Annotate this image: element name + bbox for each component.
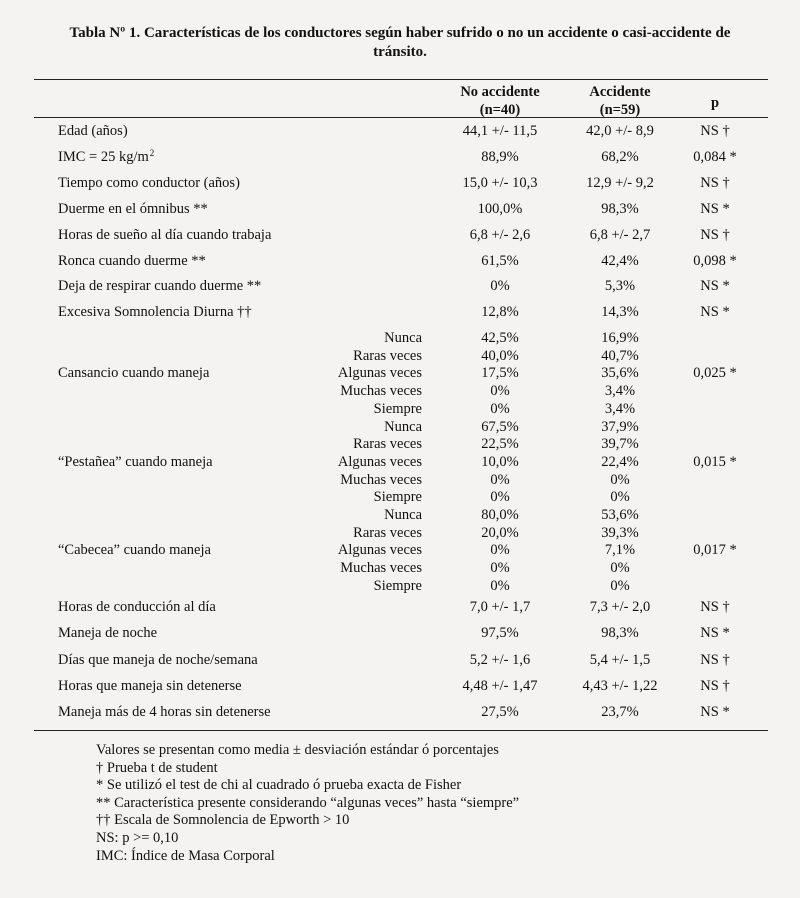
note-line: ** Característica presente considerando “algunas veces” hasta “siempre” bbox=[96, 794, 520, 811]
value-no-accidente: 0% bbox=[490, 560, 510, 576]
table-row bbox=[0, 624, 800, 642]
value-no-accidente: 67,5% bbox=[481, 419, 519, 435]
value-p: NS † bbox=[700, 652, 730, 668]
value-p: NS * bbox=[700, 304, 730, 320]
group-sub-row bbox=[0, 559, 800, 577]
value-no-accidente: 0% bbox=[490, 401, 510, 417]
value-no-accidente: 27,5% bbox=[481, 704, 519, 720]
group-sub-row bbox=[0, 347, 800, 365]
sub-label: Nunca bbox=[384, 330, 422, 346]
sub-label: Nunca bbox=[384, 507, 422, 523]
value-no-accidente: 0% bbox=[490, 489, 510, 505]
value-accidente: 39,3% bbox=[601, 525, 639, 541]
bottom-rule bbox=[34, 730, 768, 731]
group-sub-row bbox=[0, 488, 800, 506]
table-row bbox=[0, 200, 800, 218]
note-line: † Prueba t de student bbox=[96, 759, 218, 776]
value-accidente: 5,4 +/- 1,5 bbox=[589, 652, 651, 668]
value-no-accidente: 22,5% bbox=[481, 436, 519, 452]
group-label: Cansancio cuando maneja bbox=[58, 365, 210, 381]
value-no-accidente: 0% bbox=[490, 472, 510, 488]
note-line: * Se utilizó el test de chi al cuadrado ó prueba exacta de Fisher bbox=[96, 777, 462, 794]
note-line: IMC: Índice de Masa Corporal bbox=[96, 847, 275, 864]
sub-label: Siempre bbox=[373, 401, 422, 417]
row-label: Excesiva Somnolencia Diurna †† bbox=[58, 304, 252, 320]
sub-label: Raras veces bbox=[353, 436, 422, 452]
value-accidente: 7,3 +/- 2,0 bbox=[589, 599, 651, 615]
value-p: NS † bbox=[700, 678, 730, 694]
value-p: NS * bbox=[700, 201, 730, 217]
value-accidente: 3,4% bbox=[604, 383, 636, 399]
table-notes bbox=[96, 742, 519, 865]
value-accidente: 7,1% bbox=[604, 542, 636, 558]
value-accidente: 12,9 +/- 9,2 bbox=[586, 175, 654, 191]
value-p: NS * bbox=[700, 278, 730, 294]
value-no-accidente: 12,8% bbox=[481, 304, 519, 320]
value-no-accidente: 44,1 +/- 11,5 bbox=[462, 123, 538, 139]
value-accidente: 42,4% bbox=[601, 253, 639, 269]
value-no-accidente: 20,0% bbox=[481, 525, 519, 541]
value-accidente: 37,9% bbox=[601, 419, 639, 435]
value-accidente: 5,3% bbox=[604, 278, 636, 294]
row-label: Deja de respirar cuando duerme ** bbox=[58, 278, 262, 294]
value-accidente: 22,4% bbox=[601, 454, 639, 470]
sub-label: Muchas veces bbox=[340, 472, 422, 488]
sub-label: Algunas veces bbox=[337, 542, 422, 558]
sub-label: Raras veces bbox=[353, 525, 422, 541]
top-rule bbox=[34, 79, 768, 80]
value-accidente: 98,3% bbox=[601, 201, 639, 217]
sub-label: Nunca bbox=[384, 419, 422, 435]
value-accidente: 39,7% bbox=[601, 436, 639, 452]
note-line: †† Escala de Somnolencia de Epworth > 10 bbox=[96, 812, 350, 829]
table-row bbox=[0, 226, 800, 244]
value-accidente: 42,0 +/- 8,9 bbox=[586, 123, 654, 139]
value-no-accidente: 17,5% bbox=[481, 365, 519, 381]
value-accidente: 68,2% bbox=[601, 149, 639, 165]
table-row bbox=[0, 651, 800, 669]
table-row bbox=[0, 677, 800, 695]
value-p: NS † bbox=[700, 123, 730, 139]
table-row bbox=[0, 303, 800, 321]
group-sub-row bbox=[0, 329, 800, 347]
value-no-accidente: 0% bbox=[490, 578, 510, 594]
sub-label: Siempre bbox=[373, 578, 422, 594]
row-label: Horas que maneja sin detenerse bbox=[58, 678, 242, 694]
value-no-accidente: 100,0% bbox=[477, 201, 523, 217]
table-title-line2: tránsito. bbox=[373, 44, 427, 60]
value-no-accidente: 0% bbox=[490, 383, 510, 399]
group-sub-row bbox=[0, 524, 800, 542]
row-label: Horas de conducción al día bbox=[58, 599, 216, 615]
row-label: Ronca cuando duerme ** bbox=[58, 253, 206, 269]
value-p: 0,084 * bbox=[693, 149, 737, 165]
value-no-accidente: 10,0% bbox=[481, 454, 519, 470]
group-sub-row bbox=[0, 418, 800, 436]
table-title-line1: Tabla Nº 1. Características de los conductores según haber sufrido o no un accidente o casi-accidente de bbox=[69, 25, 731, 41]
value-accidente: 4,43 +/- 1,22 bbox=[582, 678, 658, 694]
value-no-accidente: 6,8 +/- 2,6 bbox=[469, 227, 531, 243]
value-accidente: 53,6% bbox=[601, 507, 639, 523]
row-label: Duerme en el ómnibus ** bbox=[58, 201, 208, 217]
group-sub-row bbox=[0, 382, 800, 400]
table-row bbox=[0, 277, 800, 295]
value-no-accidente: 80,0% bbox=[481, 507, 519, 523]
row-label: Días que maneja de noche/semana bbox=[58, 652, 258, 668]
value-no-accidente: 0% bbox=[490, 278, 510, 294]
value-accidente: 0% bbox=[610, 578, 630, 594]
group-sub-row bbox=[0, 400, 800, 418]
group-p-value: 0,017 * bbox=[693, 542, 737, 558]
row-label: Maneja más de 4 horas sin detenerse bbox=[58, 704, 271, 720]
value-no-accidente: 88,9% bbox=[481, 149, 519, 165]
table-row bbox=[0, 148, 800, 166]
value-no-accidente: 0% bbox=[490, 542, 510, 558]
value-accidente: 0% bbox=[610, 472, 630, 488]
value-p: NS † bbox=[700, 599, 730, 615]
value-accidente: 6,8 +/- 2,7 bbox=[589, 227, 651, 243]
value-no-accidente: 40,0% bbox=[481, 348, 519, 364]
value-no-accidente: 5,2 +/- 1,6 bbox=[469, 652, 531, 668]
value-no-accidente: 7,0 +/- 1,7 bbox=[469, 599, 531, 615]
value-accidente: 98,3% bbox=[601, 625, 639, 641]
group-p-value: 0,025 * bbox=[693, 365, 737, 381]
value-no-accidente: 97,5% bbox=[481, 625, 519, 641]
value-no-accidente: 42,5% bbox=[481, 330, 519, 346]
table-row bbox=[0, 174, 800, 192]
value-accidente: 23,7% bbox=[601, 704, 639, 720]
note-line: Valores se presentan como media ± desviación estándar ó porcentajes bbox=[96, 742, 499, 758]
sub-label: Siempre bbox=[373, 489, 422, 505]
value-p: NS † bbox=[700, 227, 730, 243]
group-label: “Pestañea” cuando maneja bbox=[58, 454, 213, 470]
sub-label: Algunas veces bbox=[337, 454, 422, 470]
value-accidente: 16,9% bbox=[601, 330, 639, 346]
table-row bbox=[0, 252, 800, 270]
sub-label: Muchas veces bbox=[340, 560, 422, 576]
row-label: Horas de sueño al día cuando trabaja bbox=[58, 227, 272, 243]
header-p: p bbox=[710, 95, 720, 111]
table-row bbox=[0, 122, 800, 140]
header-no-accidente: No accidente (n=40) bbox=[460, 84, 540, 118]
header-rule bbox=[34, 117, 768, 118]
group-sub-row bbox=[0, 435, 800, 453]
sub-label: Raras veces bbox=[353, 348, 422, 364]
group-label: “Cabecea” cuando maneja bbox=[58, 542, 211, 558]
value-accidente: 14,3% bbox=[601, 304, 639, 320]
value-p: NS † bbox=[700, 175, 730, 191]
value-accidente: 3,4% bbox=[604, 401, 636, 417]
sub-label: Algunas veces bbox=[337, 365, 422, 381]
group-sub-row bbox=[0, 471, 800, 489]
group-sub-row bbox=[0, 577, 800, 595]
value-accidente: 35,6% bbox=[601, 365, 639, 381]
value-p: NS * bbox=[700, 625, 730, 641]
header-accidente: Accidente (n=59) bbox=[589, 84, 651, 118]
value-no-accidente: 4,48 +/- 1,47 bbox=[462, 678, 538, 694]
value-accidente: 0% bbox=[610, 560, 630, 576]
table-title bbox=[40, 24, 760, 62]
value-accidente: 0% bbox=[610, 489, 630, 505]
sub-label: Muchas veces bbox=[340, 383, 422, 399]
value-accidente: 40,7% bbox=[601, 348, 639, 364]
value-no-accidente: 61,5% bbox=[481, 253, 519, 269]
row-label: Maneja de noche bbox=[58, 625, 158, 641]
value-p: NS * bbox=[700, 704, 730, 720]
row-label-superscript: 2 bbox=[149, 148, 155, 158]
table-row bbox=[0, 703, 800, 721]
note-line: NS: p >= 0,10 bbox=[96, 829, 179, 846]
table-row bbox=[0, 598, 800, 616]
value-no-accidente: 15,0 +/- 10,3 bbox=[462, 175, 538, 191]
group-sub-row bbox=[0, 506, 800, 524]
row-label: Tiempo como conductor (años) bbox=[58, 175, 240, 191]
row-label: Edad (años) bbox=[58, 123, 128, 139]
group-p-value: 0,015 * bbox=[693, 454, 737, 470]
row-label: IMC = 25 kg/m bbox=[58, 149, 149, 165]
value-p: 0,098 * bbox=[693, 253, 737, 269]
